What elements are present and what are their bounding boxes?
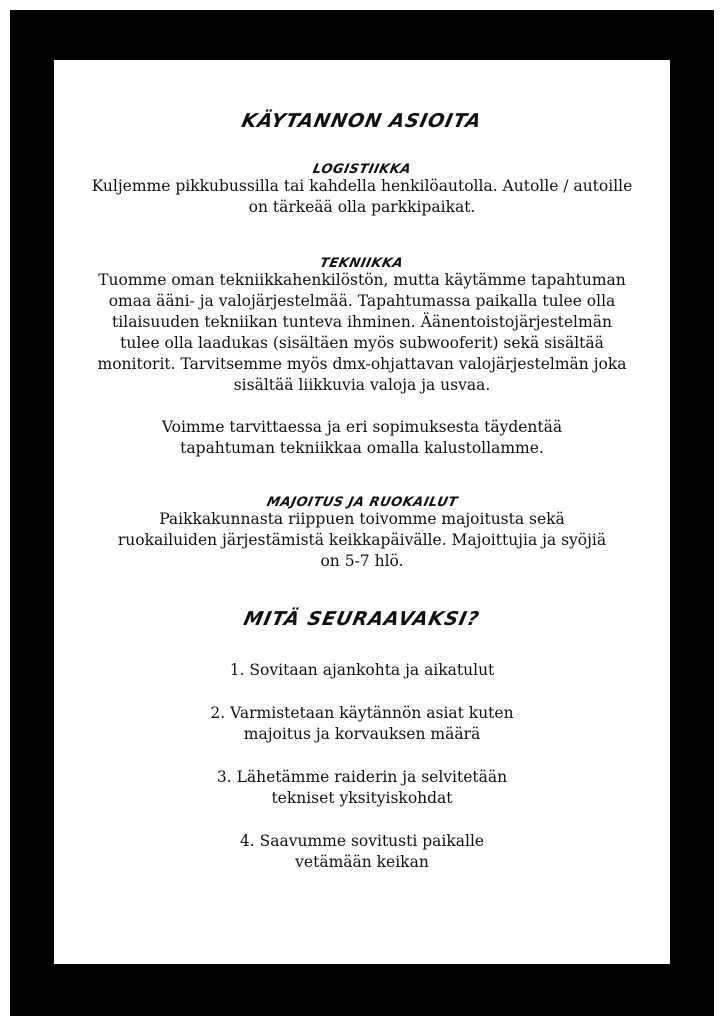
next-steps-heading: MITÄ SEURAAVAKSI? [242, 608, 482, 630]
logistiikka-text: Kuljemme pikkubussilla tai kahdella henkilöautolla. Autolle / autoille on tärkeää olla parkkipaikat. [91, 177, 633, 216]
step-3: 3. Lähetämme raiderin ja selvitetään tekniset yksityiskohdat [216, 768, 508, 807]
tekniikka-text: Tuomme oman tekniikkahenkilöstön, mutta käytämme tapahtuman omaa ääni- ja valojärjestelmää. Tapahtumassa paikalla tulee olla tilaisuuden tekniikan tunteva ihminen. Äänentoistojärjestelmän tulee olla laadukas (sisältäen myös subwooferit) sekä sisältää monitorit. Tarvitsemme myös dmx-ohjattavan valojärjestelmän joka sisältää liikkuvia valoja ja usvaa. [97, 271, 627, 394]
step-1: 1. Sovitaan ajankohta ja aikatulut [229, 661, 495, 679]
tekniikka-text-2: Voimme tarvittaessa ja eri sopimuksesta täydentää tapahtuman tekniikkaa omalla kalustollamme. [161, 418, 563, 457]
black-frame [10, 10, 714, 1016]
tekniikka-heading: TEKNIIKKA [318, 256, 406, 271]
page-content [54, 110, 670, 873]
logistiikka-heading: LOGISTIIKKA [311, 162, 413, 177]
step-4: 4. Saavumme sovitusti paikalle vetämään keikan [239, 832, 485, 871]
majoitus-heading: MAJOITUS JA RUOKAILUT [265, 495, 459, 510]
document-page [54, 60, 670, 964]
page-title: KÄYTANNON ASIOITA [239, 110, 485, 132]
title-row [54, 110, 670, 136]
majoitus-text: Paikkakunnasta riippuen toivomme majoitusta sekä ruokailuiden järjestämistä keikkapäivälle. Majoittujia ja syöjiä on 5-7 hlö. [117, 510, 607, 570]
step-2: 2. Varmistetaan käytännön asiat kuten majoitus ja korvauksen määrä [210, 704, 514, 743]
